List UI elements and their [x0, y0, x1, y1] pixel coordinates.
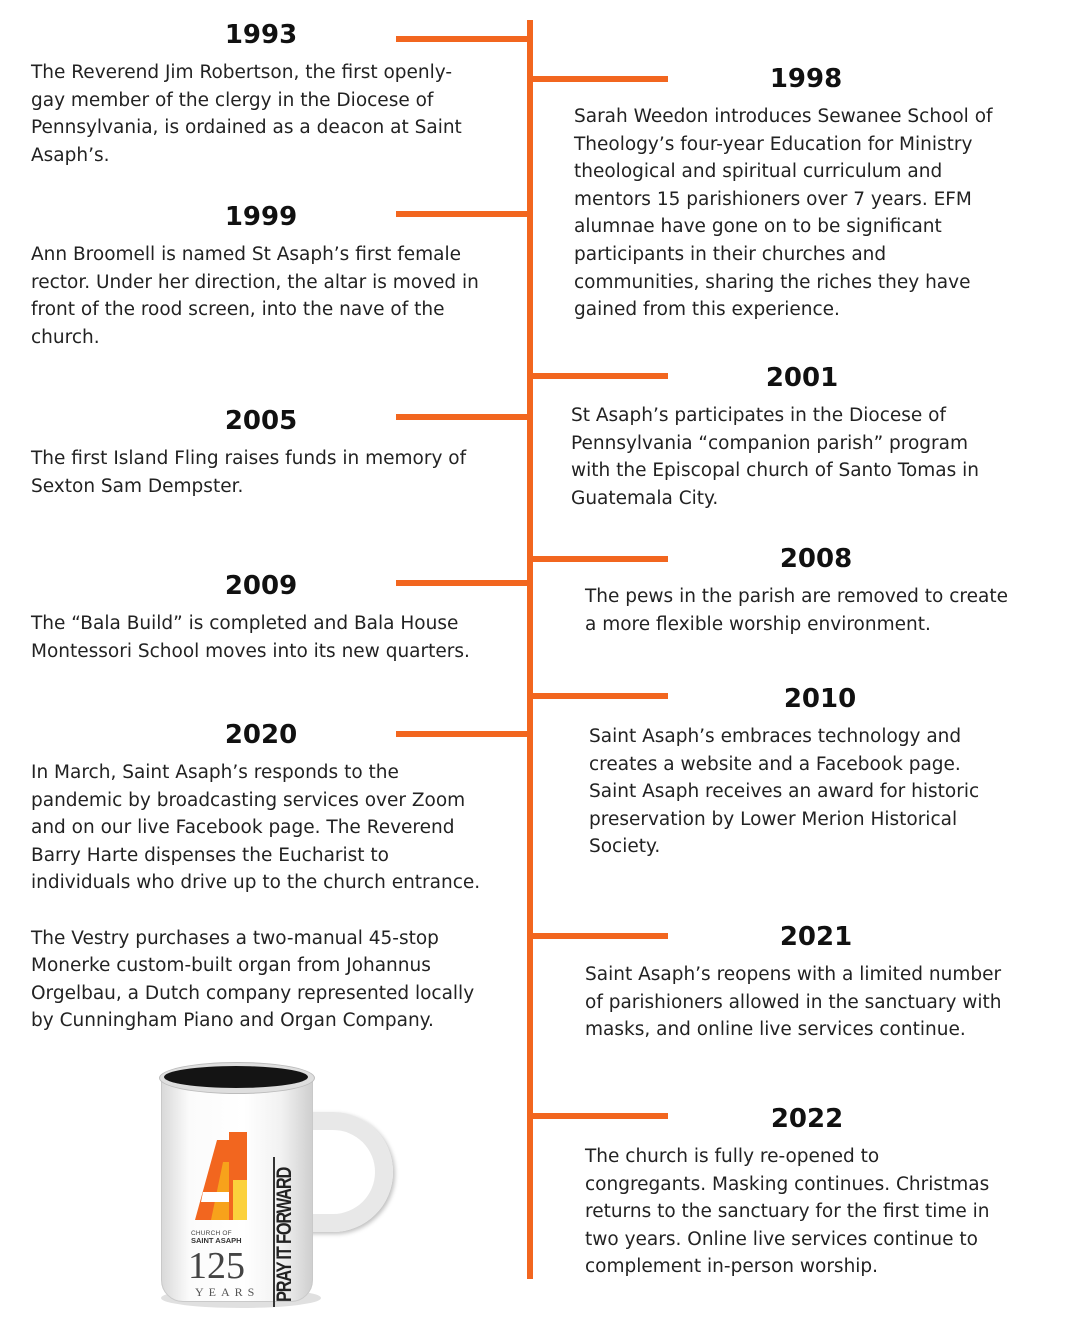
entry-year: 2005 [224, 406, 298, 436]
timeline-entry [585, 544, 1045, 638]
timeline-spine [527, 20, 533, 1279]
entry-text: Saint Asaph’s embraces technology and creates a website and a Facebook page. Saint Asaph receives an award for historic preservation by Lower Merion Historical Society. [589, 726, 980, 858]
entry-text: In March, Saint Asaph’s responds to the pandemic by broadcasting services over Zoom and on our live Facebook page. The Reverend Barry Harte dispenses the Eucharist to individuals who drive up to the church entrance. The Vestry purchases a two-manual 45-stop Monerke custom-built organ from Johannus Orgelbau, a Dutch company represented locally by Cunningham Piano and Organ Company. [31, 762, 481, 1032]
entry-text: St Asaph’s participates in the Diocese of Pennsylvania “companion parish” program with the Episcopal church of Santo Tomas in Guatemala City. [571, 405, 979, 509]
timeline-entry [589, 684, 1049, 861]
timeline-entry [31, 202, 521, 351]
entry-text: The “Bala Build” is completed and Bala House Montessori School moves into its new quarters. [31, 613, 470, 662]
entry-text: The first Island Fling raises funds in memory of Sexton Sam Dempster. [31, 448, 467, 497]
entry-year: 2020 [224, 720, 298, 750]
entry-text: The pews in the parish are removed to create a more flexible worship environment. [585, 586, 1008, 635]
entry-year: 2008 [779, 544, 853, 574]
entry-text: Ann Broomell is named St Asaph’s first female rector. Under her direction, the altar is moved in front of the rood screen, into the nave of the church. [31, 244, 479, 348]
mug-inside [164, 1066, 308, 1088]
timeline-entry [574, 64, 1034, 324]
entry-year: 2010 [783, 684, 857, 714]
timeline-entry [31, 720, 521, 1035]
timeline-entry [585, 922, 1045, 1044]
timeline-entry [31, 571, 521, 665]
entry-year: 2021 [779, 922, 853, 952]
entry-year: 1999 [224, 202, 298, 232]
logo-a-icon [195, 1132, 265, 1222]
entry-text: The Reverend Jim Robertson, the first openly- gay member of the clergy in the Diocese of Pennsylvania, is ordained as a deacon at Saint Asaph’s. [31, 62, 462, 166]
church-logo [173, 1102, 296, 1302]
entry-year: 2022 [770, 1104, 844, 1134]
entry-year: 1993 [224, 20, 298, 50]
entry-year: 2009 [224, 571, 298, 601]
entry-text: Sarah Weedon introduces Sewanee School of Theology’s four-year Education for Ministry theological and spiritual curriculum and mentors 15 parishioners over 7 years. EFM alumnae have gone on to be significant participants in their churches and communities, sharing the riches they have gained from this experience. [574, 106, 993, 321]
timeline-entry [585, 1104, 1045, 1281]
entry-year: 2001 [765, 363, 839, 393]
entry-text: The church is fully re-opened to congregants. Masking continues. Christmas returns to the sanctuary for the first time in two years. Online live services continue to complement in-person worship. [585, 1146, 990, 1278]
logo-125: 125 [188, 1245, 245, 1287]
entry-year: 1998 [769, 64, 843, 94]
logo-slogan: PRAY IT FORWARD [273, 1167, 296, 1302]
logo-church-of: CHURCH OF [191, 1230, 232, 1237]
anniversary-mug [155, 1060, 415, 1315]
timeline-entry [571, 363, 1031, 512]
logo-saint-asaph: SAINT ASAPH [191, 1236, 242, 1245]
entry-text: Saint Asaph’s reopens with a limited number of parishioners allowed in the sanctuary with masks, and online live services continue. [585, 964, 1002, 1041]
timeline-entry [31, 20, 521, 169]
logo-years: YEARS [195, 1285, 260, 1299]
timeline-entry [31, 406, 521, 500]
